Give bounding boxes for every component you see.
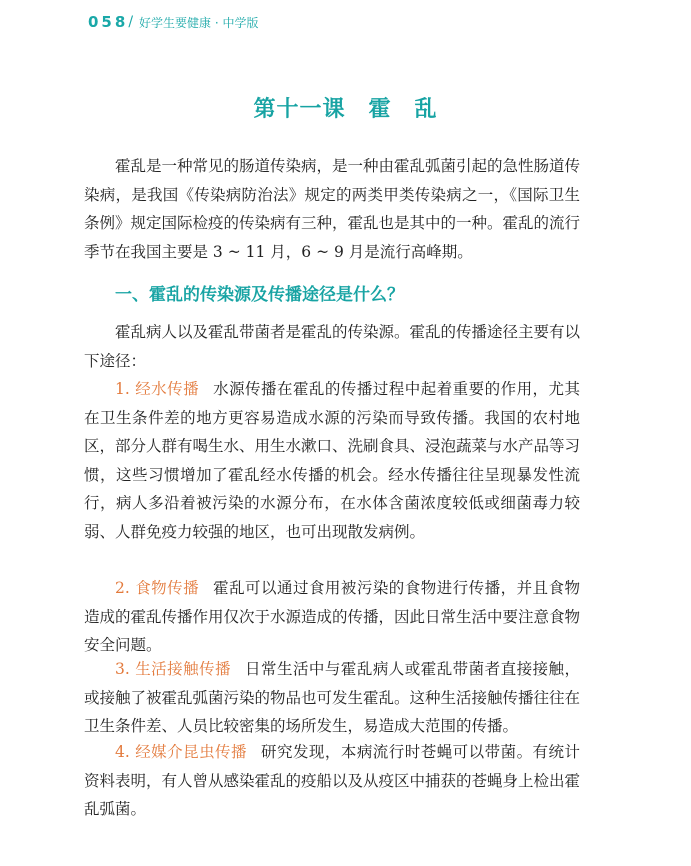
item-paragraph-water: [84, 375, 580, 546]
header-slash: /: [128, 14, 134, 30]
section-lead-paragraph: 霍乱病人以及霍乱带菌者是霍乱的传染源。霍乱的传播途径主要有以下途径：: [84, 323, 581, 370]
item-paragraph-food: [84, 574, 580, 660]
item-paragraph-contact: [84, 655, 580, 741]
item-paragraph-insect: [84, 738, 580, 824]
item-text: 研究发现，本病流行时苍蝇可以带菌。有统计资料表明，有人曾从感染霍乱的疫船以及从疫区中捕获的苍蝇身上检出霍乱弧菌。: [84, 743, 581, 818]
page-number: 058: [88, 13, 129, 31]
item-text: 日常生活中与霍乱病人或霍乱带菌者直接接触，或接触了被霍乱弧菌污染的物品也可发生霍乱。这种生活接触传播往往在卫生条件差、人员比较密集的场所发生，易造成大范围的传播。: [84, 660, 581, 735]
item-label: 1. 经水传播: [115, 380, 200, 398]
item-label: 4. 经媒介昆虫传播: [115, 743, 247, 761]
intro-paragraph: 霍乱是一种常见的肠道传染病，是一种由霍乱弧菌引起的急性肠道传染病，是我国《传染病防治法》规定的两类甲类传染病之一，《国际卫生条例》规定国际检疫的传染病有三种，霍乱也是其中的一种。霍乱的流行季节在我国主要是 3 ~ 11 月，6 ~ 9 月是流行高峰期。: [84, 157, 581, 261]
item-label: 3. 生活接触传播: [115, 660, 232, 678]
item-label: 2. 食物传播: [115, 579, 200, 597]
item-text: 水源传播在霍乱的传播过程中起着重要的作用，尤其在卫生条件差的地方更容易造成水源的污染而导致传播。我国的农村地区，部分人群有喝生水、用生水漱口、洗刷食具、浸泡蔬菜与水产品等习惯，这些习惯增加了霍乱经水传播的机会。经水传播往往呈现暴发性流行，病人多沿着被污染的水源分布，在水体含菌浓度较低或细菌毒力较弱、人群免疫力较强的地区，也可出现散发病例。: [84, 380, 581, 541]
section-heading: 一、霍乱的传染源及传播途径是什么？: [115, 285, 404, 305]
running-header: [88, 12, 258, 32]
item-text: 霍乱可以通过食用被污染的食物进行传播，并且食物造成的霍乱传播作用仅次于水源造成的传播，因此日常生活中要注意食物安全问题。: [84, 579, 581, 654]
book-title: 好学生要健康 · 中学版: [139, 15, 259, 30]
lesson-title: 第十一课 霍 乱: [253, 96, 438, 122]
